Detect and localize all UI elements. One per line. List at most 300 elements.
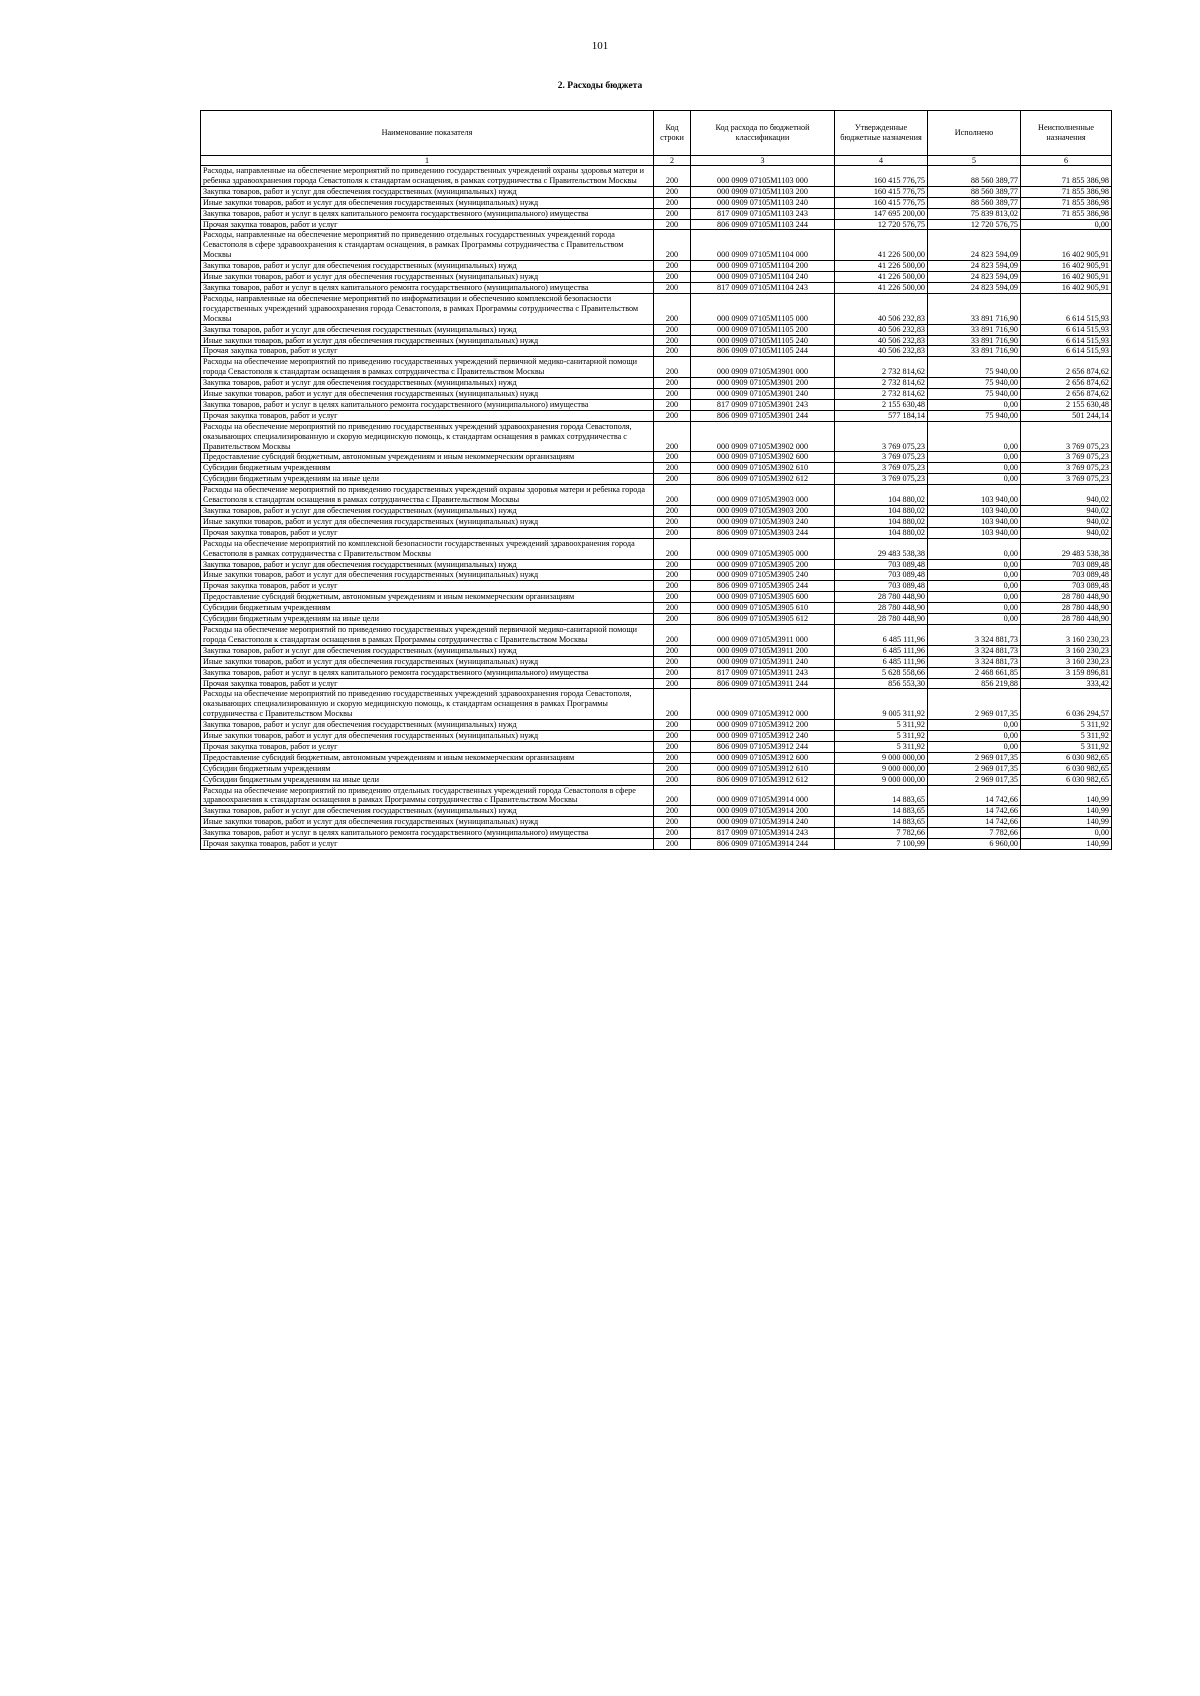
row-name-cell: Прочая закупка товаров, работ и услуг	[201, 678, 654, 689]
row-executed-cell: 3 324 881,73	[928, 656, 1021, 667]
row-line-code-cell: 200	[654, 463, 691, 474]
table-row	[201, 720, 1112, 731]
row-approved-cell: 856 553,30	[835, 678, 928, 689]
table-row	[201, 166, 1112, 187]
row-executed-cell: 3 324 881,73	[928, 624, 1021, 645]
row-approved-cell: 3 769 075,23	[835, 463, 928, 474]
row-approved-cell: 2 732 814,62	[835, 378, 928, 389]
row-expense-code-cell: 000 0909 07105М1103 240	[691, 197, 835, 208]
row-unexecuted-cell: 140,99	[1021, 817, 1112, 828]
row-unexecuted-cell: 140,99	[1021, 839, 1112, 850]
row-approved-cell: 6 485 111,96	[835, 624, 928, 645]
row-executed-cell: 0,00	[928, 463, 1021, 474]
row-line-code-cell: 200	[654, 485, 691, 506]
row-unexecuted-cell: 2 656 874,62	[1021, 389, 1112, 400]
table-row	[201, 324, 1112, 335]
row-line-code-cell: 200	[654, 166, 691, 187]
row-name-cell: Предоставление субсидий бюджетным, автономным учреждениям и иным некоммерческим организациям	[201, 592, 654, 603]
row-executed-cell: 33 891 716,90	[928, 335, 1021, 346]
row-executed-cell: 75 940,00	[928, 410, 1021, 421]
row-line-code-cell: 200	[654, 731, 691, 742]
column-header-line-code: Код строки	[654, 111, 691, 156]
row-executed-cell: 103 940,00	[928, 527, 1021, 538]
row-expense-code-cell: 000 0909 07105М3911 240	[691, 656, 835, 667]
row-name-cell: Закупка товаров, работ и услуг в целях капитального ремонта государственного (муниципального) имущества	[201, 282, 654, 293]
row-executed-cell: 75 940,00	[928, 389, 1021, 400]
row-unexecuted-cell: 3 160 230,23	[1021, 656, 1112, 667]
row-executed-cell: 0,00	[928, 421, 1021, 452]
table-row	[201, 603, 1112, 614]
column-number-row	[201, 156, 1112, 166]
row-approved-cell: 14 883,65	[835, 785, 928, 806]
row-name-cell: Иные закупки товаров, работ и услуг для обеспечения государственных (муниципальных) нужд	[201, 731, 654, 742]
row-name-cell: Прочая закупка товаров, работ и услуг	[201, 219, 654, 230]
row-line-code-cell: 200	[654, 346, 691, 357]
row-executed-cell: 75 839 813,02	[928, 208, 1021, 219]
row-line-code-cell: 200	[654, 581, 691, 592]
row-name-cell: Закупка товаров, работ и услуг в целях капитального ремонта государственного (муниципального) имущества	[201, 828, 654, 839]
row-line-code-cell: 200	[654, 261, 691, 272]
row-line-code-cell: 200	[654, 720, 691, 731]
row-unexecuted-cell: 5 311,92	[1021, 720, 1112, 731]
row-expense-code-cell: 000 0909 07105М3903 200	[691, 506, 835, 517]
row-name-cell: Расходы на обеспечение мероприятий по приведению государственных учреждений здравоохранения города Севастополя, оказывающих специализированную и скорую медицинскую помощь, к стандартам оснащения в рамках сотрудничества с Правительством Москвы	[201, 421, 654, 452]
row-unexecuted-cell: 703 089,48	[1021, 570, 1112, 581]
row-unexecuted-cell: 16 402 905,91	[1021, 272, 1112, 283]
row-expense-code-cell: 000 0909 07105М3902 000	[691, 421, 835, 452]
row-line-code-cell: 200	[654, 197, 691, 208]
table-row	[201, 219, 1112, 230]
row-name-cell: Расходы на обеспечение мероприятий по приведению отдельных государственных учреждений города Севастополя в сфере здравоохранения к стандартам оснащения в рамках Программы сотрудничества с Правительством Москвы	[201, 785, 654, 806]
row-approved-cell: 147 695 200,00	[835, 208, 928, 219]
row-line-code-cell: 200	[654, 624, 691, 645]
table-row	[201, 559, 1112, 570]
row-line-code-cell: 200	[654, 752, 691, 763]
row-approved-cell: 2 155 630,48	[835, 399, 928, 410]
row-expense-code-cell: 000 0909 07105М1104 000	[691, 230, 835, 261]
row-approved-cell: 3 769 075,23	[835, 474, 928, 485]
table-row	[201, 230, 1112, 261]
row-line-code-cell: 200	[654, 763, 691, 774]
row-unexecuted-cell: 6 614 515,93	[1021, 324, 1112, 335]
row-name-cell: Расходы на обеспечение мероприятий по приведению государственных учреждений здравоохранения города Севастополя, оказывающих специализированную и скорую медицинскую помощь, к стандартам оснащения в рамках Программы сотрудничества с Правительством Москвы	[201, 689, 654, 720]
table-row	[201, 785, 1112, 806]
table-row	[201, 186, 1112, 197]
row-name-cell: Субсидии бюджетным учреждениям на иные цели	[201, 774, 654, 785]
row-approved-cell: 5 311,92	[835, 731, 928, 742]
row-executed-cell: 2 468 661,85	[928, 667, 1021, 678]
row-line-code-cell: 200	[654, 592, 691, 603]
row-approved-cell: 5 311,92	[835, 741, 928, 752]
row-expense-code-cell: 806 0909 07105М3905 612	[691, 614, 835, 625]
row-approved-cell: 160 415 776,75	[835, 186, 928, 197]
column-header-approved: Утвержденные бюджетные назначения	[835, 111, 928, 156]
column-number: 2	[654, 156, 691, 166]
row-unexecuted-cell: 2 656 874,62	[1021, 357, 1112, 378]
table-row	[201, 516, 1112, 527]
row-executed-cell: 0,00	[928, 538, 1021, 559]
row-approved-cell: 41 226 500,00	[835, 261, 928, 272]
row-unexecuted-cell: 501 244,14	[1021, 410, 1112, 421]
row-line-code-cell: 200	[654, 389, 691, 400]
table-row	[201, 624, 1112, 645]
row-name-cell: Прочая закупка товаров, работ и услуг	[201, 346, 654, 357]
table-row	[201, 538, 1112, 559]
row-executed-cell: 0,00	[928, 603, 1021, 614]
row-line-code-cell: 200	[654, 614, 691, 625]
row-line-code-cell: 200	[654, 839, 691, 850]
row-executed-cell: 24 823 594,09	[928, 272, 1021, 283]
row-approved-cell: 5 311,92	[835, 720, 928, 731]
row-executed-cell: 0,00	[928, 614, 1021, 625]
table-row	[201, 474, 1112, 485]
row-unexecuted-cell: 2 656 874,62	[1021, 378, 1112, 389]
row-approved-cell: 104 880,02	[835, 485, 928, 506]
row-executed-cell: 0,00	[928, 741, 1021, 752]
row-approved-cell: 28 780 448,90	[835, 603, 928, 614]
row-executed-cell: 103 940,00	[928, 485, 1021, 506]
row-expense-code-cell: 000 0909 07105М1105 200	[691, 324, 835, 335]
row-line-code-cell: 200	[654, 678, 691, 689]
table-row	[201, 357, 1112, 378]
row-executed-cell: 2 969 017,35	[928, 774, 1021, 785]
row-expense-code-cell: 806 0909 07105М1105 244	[691, 346, 835, 357]
table-row	[201, 774, 1112, 785]
row-executed-cell: 75 940,00	[928, 378, 1021, 389]
table-row	[201, 741, 1112, 752]
row-name-cell: Прочая закупка товаров, работ и услуг	[201, 581, 654, 592]
row-unexecuted-cell: 71 855 386,98	[1021, 208, 1112, 219]
row-line-code-cell: 200	[654, 452, 691, 463]
row-approved-cell: 104 880,02	[835, 527, 928, 538]
row-executed-cell: 856 219,88	[928, 678, 1021, 689]
row-executed-cell: 3 324 881,73	[928, 645, 1021, 656]
row-approved-cell: 41 226 500,00	[835, 282, 928, 293]
row-expense-code-cell: 000 0909 07105М1103 000	[691, 166, 835, 187]
row-approved-cell: 703 089,48	[835, 559, 928, 570]
row-line-code-cell: 200	[654, 741, 691, 752]
row-name-cell: Иные закупки товаров, работ и услуг для обеспечения государственных (муниципальных) нужд	[201, 389, 654, 400]
table-row	[201, 399, 1112, 410]
row-executed-cell: 33 891 716,90	[928, 324, 1021, 335]
row-expense-code-cell: 000 0909 07105М3905 610	[691, 603, 835, 614]
row-expense-code-cell: 000 0909 07105М1105 240	[691, 335, 835, 346]
row-name-cell: Закупка товаров, работ и услуг для обеспечения государственных (муниципальных) нужд	[201, 378, 654, 389]
table-row	[201, 463, 1112, 474]
row-executed-cell: 103 940,00	[928, 516, 1021, 527]
row-line-code-cell: 200	[654, 272, 691, 283]
row-unexecuted-cell: 3 769 075,23	[1021, 474, 1112, 485]
row-unexecuted-cell: 2 155 630,48	[1021, 399, 1112, 410]
row-approved-cell: 9 000 000,00	[835, 763, 928, 774]
row-unexecuted-cell: 5 311,92	[1021, 741, 1112, 752]
row-expense-code-cell: 000 0909 07105М3914 000	[691, 785, 835, 806]
row-approved-cell: 9 000 000,00	[835, 752, 928, 763]
table-row	[201, 592, 1112, 603]
row-expense-code-cell: 817 0909 07105М3911 243	[691, 667, 835, 678]
table-row	[201, 817, 1112, 828]
row-line-code-cell: 200	[654, 656, 691, 667]
column-number: 6	[1021, 156, 1112, 166]
row-expense-code-cell: 806 0909 07105М3905 244	[691, 581, 835, 592]
table-row	[201, 346, 1112, 357]
row-unexecuted-cell: 16 402 905,91	[1021, 282, 1112, 293]
row-unexecuted-cell: 3 159 896,81	[1021, 667, 1112, 678]
table-row	[201, 839, 1112, 850]
row-executed-cell: 6 960,00	[928, 839, 1021, 850]
row-line-code-cell: 200	[654, 474, 691, 485]
row-approved-cell: 104 880,02	[835, 506, 928, 517]
row-name-cell: Предоставление субсидий бюджетным, автономным учреждениям и иным некоммерческим организациям	[201, 752, 654, 763]
row-expense-code-cell: 817 0909 07105М3901 243	[691, 399, 835, 410]
row-name-cell: Закупка товаров, работ и услуг для обеспечения государственных (муниципальных) нужд	[201, 186, 654, 197]
row-expense-code-cell: 000 0909 07105М3902 610	[691, 463, 835, 474]
row-executed-cell: 0,00	[928, 474, 1021, 485]
section-title: 2. Расходы бюджета	[557, 81, 643, 91]
row-unexecuted-cell: 6 036 294,57	[1021, 689, 1112, 720]
row-name-cell: Субсидии бюджетным учреждениям	[201, 603, 654, 614]
row-unexecuted-cell: 140,99	[1021, 785, 1112, 806]
row-name-cell: Расходы, направленные на обеспечение мероприятий по информатизации и обеспечению комплексной безопасности государственных учреждений здравоохранения города Севастополя, в рамках Программы сотрудничества с Правительством Москвы	[201, 293, 654, 324]
row-approved-cell: 6 485 111,96	[835, 645, 928, 656]
row-line-code-cell: 200	[654, 570, 691, 581]
row-unexecuted-cell: 3 769 075,23	[1021, 452, 1112, 463]
row-name-cell: Закупка товаров, работ и услуг в целях капитального ремонта государственного (муниципального) имущества	[201, 208, 654, 219]
row-name-cell: Субсидии бюджетным учреждениям	[201, 463, 654, 474]
row-unexecuted-cell: 28 780 448,90	[1021, 603, 1112, 614]
row-unexecuted-cell: 333,42	[1021, 678, 1112, 689]
row-approved-cell: 40 506 232,83	[835, 335, 928, 346]
row-unexecuted-cell: 6 030 982,65	[1021, 774, 1112, 785]
row-expense-code-cell: 000 0909 07105М3912 200	[691, 720, 835, 731]
row-expense-code-cell: 000 0909 07105М3903 240	[691, 516, 835, 527]
row-line-code-cell: 200	[654, 282, 691, 293]
row-expense-code-cell: 806 0909 07105М3902 612	[691, 474, 835, 485]
row-name-cell: Предоставление субсидий бюджетным, автономным учреждениям и иным некоммерческим организациям	[201, 452, 654, 463]
row-name-cell: Закупка товаров, работ и услуг в целях капитального ремонта государственного (муниципального) имущества	[201, 667, 654, 678]
row-name-cell: Иные закупки товаров, работ и услуг для обеспечения государственных (муниципальных) нужд	[201, 335, 654, 346]
row-name-cell: Иные закупки товаров, работ и услуг для обеспечения государственных (муниципальных) нужд	[201, 817, 654, 828]
table-row	[201, 828, 1112, 839]
row-line-code-cell: 200	[654, 667, 691, 678]
row-expense-code-cell: 000 0909 07105М3911 200	[691, 645, 835, 656]
row-line-code-cell: 200	[654, 208, 691, 219]
table-row	[201, 752, 1112, 763]
row-line-code-cell: 200	[654, 527, 691, 538]
row-approved-cell: 3 769 075,23	[835, 421, 928, 452]
row-executed-cell: 88 560 389,77	[928, 186, 1021, 197]
row-approved-cell: 577 184,14	[835, 410, 928, 421]
row-executed-cell: 7 782,66	[928, 828, 1021, 839]
row-unexecuted-cell: 16 402 905,91	[1021, 230, 1112, 261]
table-row	[201, 689, 1112, 720]
row-executed-cell: 0,00	[928, 581, 1021, 592]
column-number: 3	[691, 156, 835, 166]
row-unexecuted-cell: 3 160 230,23	[1021, 645, 1112, 656]
row-name-cell: Закупка товаров, работ и услуг для обеспечения государственных (муниципальных) нужд	[201, 324, 654, 335]
row-approved-cell: 2 732 814,62	[835, 389, 928, 400]
row-expense-code-cell: 806 0909 07105М3914 244	[691, 839, 835, 850]
row-executed-cell: 24 823 594,09	[928, 230, 1021, 261]
row-unexecuted-cell: 5 311,92	[1021, 731, 1112, 742]
row-unexecuted-cell: 0,00	[1021, 219, 1112, 230]
table-row	[201, 645, 1112, 656]
row-name-cell: Иные закупки товаров, работ и услуг для обеспечения государственных (муниципальных) нужд	[201, 516, 654, 527]
row-line-code-cell: 200	[654, 293, 691, 324]
row-approved-cell: 2 732 814,62	[835, 357, 928, 378]
row-executed-cell: 88 560 389,77	[928, 197, 1021, 208]
table-row	[201, 282, 1112, 293]
column-header-expense-code: Код расхода по бюджетной классификации	[691, 111, 835, 156]
row-approved-cell: 28 780 448,90	[835, 592, 928, 603]
table-row	[201, 656, 1112, 667]
row-expense-code-cell: 000 0909 07105М3901 240	[691, 389, 835, 400]
row-executed-cell: 24 823 594,09	[928, 282, 1021, 293]
row-executed-cell: 0,00	[928, 570, 1021, 581]
row-name-cell: Прочая закупка товаров, работ и услуг	[201, 741, 654, 752]
row-unexecuted-cell: 940,02	[1021, 485, 1112, 506]
row-approved-cell: 40 506 232,83	[835, 293, 928, 324]
row-expense-code-cell: 817 0909 07105М1104 243	[691, 282, 835, 293]
row-line-code-cell: 200	[654, 357, 691, 378]
row-expense-code-cell: 817 0909 07105М1103 243	[691, 208, 835, 219]
row-unexecuted-cell: 28 780 448,90	[1021, 592, 1112, 603]
row-expense-code-cell: 817 0909 07105М3914 243	[691, 828, 835, 839]
table-row	[201, 614, 1112, 625]
column-header-unexecuted: Неисполненные назначения	[1021, 111, 1112, 156]
row-executed-cell: 24 823 594,09	[928, 261, 1021, 272]
row-expense-code-cell: 000 0909 07105М3905 000	[691, 538, 835, 559]
row-name-cell: Прочая закупка товаров, работ и услуг	[201, 839, 654, 850]
row-expense-code-cell: 000 0909 07105М1103 200	[691, 186, 835, 197]
row-unexecuted-cell: 6 614 515,93	[1021, 293, 1112, 324]
row-expense-code-cell: 000 0909 07105М3905 240	[691, 570, 835, 581]
row-unexecuted-cell: 3 769 075,23	[1021, 421, 1112, 452]
table-row	[201, 293, 1112, 324]
row-executed-cell: 33 891 716,90	[928, 346, 1021, 357]
row-expense-code-cell: 000 0909 07105М3912 610	[691, 763, 835, 774]
row-line-code-cell: 200	[654, 410, 691, 421]
row-name-cell: Расходы на обеспечение мероприятий по приведению государственных учреждений охраны здоровья матери и ребенка города Севастополя к стандартам оснащения в рамках сотрудничества с Правительством Москвы	[201, 485, 654, 506]
row-expense-code-cell: 000 0909 07105М1104 200	[691, 261, 835, 272]
row-executed-cell: 0,00	[928, 720, 1021, 731]
table-row	[201, 261, 1112, 272]
row-unexecuted-cell: 16 402 905,91	[1021, 261, 1112, 272]
row-expense-code-cell: 806 0909 07105М1103 244	[691, 219, 835, 230]
row-expense-code-cell: 000 0909 07105М3901 200	[691, 378, 835, 389]
row-approved-cell: 104 880,02	[835, 516, 928, 527]
row-expense-code-cell: 000 0909 07105М1104 240	[691, 272, 835, 283]
row-approved-cell: 6 485 111,96	[835, 656, 928, 667]
row-line-code-cell: 200	[654, 506, 691, 517]
row-executed-cell: 2 969 017,35	[928, 763, 1021, 774]
row-unexecuted-cell: 0,00	[1021, 828, 1112, 839]
row-approved-cell: 160 415 776,75	[835, 166, 928, 187]
table-row	[201, 197, 1112, 208]
row-line-code-cell: 200	[654, 324, 691, 335]
row-name-cell: Закупка товаров, работ и услуг для обеспечения государственных (муниципальных) нужд	[201, 720, 654, 731]
row-unexecuted-cell: 6 614 515,93	[1021, 346, 1112, 357]
table-row	[201, 527, 1112, 538]
row-approved-cell: 41 226 500,00	[835, 230, 928, 261]
row-name-cell: Расходы на обеспечение мероприятий по приведению государственных учреждений первичной медико-санитарной помощи города Севастополя к стандартам оснащения в рамках сотрудничества с Правительством Москвы	[201, 357, 654, 378]
row-name-cell: Закупка товаров, работ и услуг для обеспечения государственных (муниципальных) нужд	[201, 559, 654, 570]
row-line-code-cell: 200	[654, 603, 691, 614]
table-row	[201, 506, 1112, 517]
row-executed-cell: 0,00	[928, 399, 1021, 410]
row-line-code-cell: 200	[654, 219, 691, 230]
table-row	[201, 806, 1112, 817]
row-name-cell: Иные закупки товаров, работ и услуг для обеспечения государственных (муниципальных) нужд	[201, 197, 654, 208]
row-approved-cell: 14 883,65	[835, 806, 928, 817]
row-name-cell: Иные закупки товаров, работ и услуг для обеспечения государственных (муниципальных) нужд	[201, 272, 654, 283]
table-row	[201, 421, 1112, 452]
row-expense-code-cell: 000 0909 07105М3901 000	[691, 357, 835, 378]
row-approved-cell: 40 506 232,83	[835, 324, 928, 335]
row-executed-cell: 14 742,66	[928, 806, 1021, 817]
table-row	[201, 335, 1112, 346]
row-line-code-cell: 200	[654, 817, 691, 828]
row-line-code-cell: 200	[654, 785, 691, 806]
row-executed-cell: 2 969 017,35	[928, 752, 1021, 763]
row-expense-code-cell: 806 0909 07105М3912 612	[691, 774, 835, 785]
row-name-cell: Субсидии бюджетным учреждениям на иные цели	[201, 474, 654, 485]
column-number: 4	[835, 156, 928, 166]
row-approved-cell: 41 226 500,00	[835, 272, 928, 283]
row-expense-code-cell: 000 0909 07105М1105 000	[691, 293, 835, 324]
row-unexecuted-cell: 71 855 386,98	[1021, 166, 1112, 187]
row-line-code-cell: 200	[654, 421, 691, 452]
row-expense-code-cell: 000 0909 07105М3903 000	[691, 485, 835, 506]
row-name-cell: Иные закупки товаров, работ и услуг для обеспечения государственных (муниципальных) нужд	[201, 570, 654, 581]
table-row	[201, 208, 1112, 219]
table-row	[201, 485, 1112, 506]
row-expense-code-cell: 806 0909 07105М3903 244	[691, 527, 835, 538]
row-name-cell: Расходы на обеспечение мероприятий по комплексной безопасности государственных учреждений здравоохранения города Севастополя в рамках сотрудничества с Правительством Москвы	[201, 538, 654, 559]
row-unexecuted-cell: 6 614 515,93	[1021, 335, 1112, 346]
row-expense-code-cell: 000 0909 07105М3905 600	[691, 592, 835, 603]
row-line-code-cell: 200	[654, 645, 691, 656]
row-line-code-cell: 200	[654, 774, 691, 785]
row-name-cell: Закупка товаров, работ и услуг для обеспечения государственных (муниципальных) нужд	[201, 645, 654, 656]
table-row	[201, 389, 1112, 400]
row-unexecuted-cell: 6 030 982,65	[1021, 752, 1112, 763]
row-unexecuted-cell: 703 089,48	[1021, 581, 1112, 592]
table-row	[201, 678, 1112, 689]
row-line-code-cell: 200	[654, 689, 691, 720]
row-executed-cell: 2 969 017,35	[928, 689, 1021, 720]
row-line-code-cell: 200	[654, 378, 691, 389]
row-unexecuted-cell: 940,02	[1021, 506, 1112, 517]
column-number: 1	[201, 156, 654, 166]
column-number: 5	[928, 156, 1021, 166]
row-line-code-cell: 200	[654, 399, 691, 410]
row-name-cell: Закупка товаров, работ и услуг для обеспечения государственных (муниципальных) нужд	[201, 261, 654, 272]
row-expense-code-cell: 000 0909 07105М3912 000	[691, 689, 835, 720]
row-approved-cell: 3 769 075,23	[835, 452, 928, 463]
row-unexecuted-cell: 703 089,48	[1021, 559, 1112, 570]
row-line-code-cell: 200	[654, 335, 691, 346]
row-expense-code-cell: 806 0909 07105М3901 244	[691, 410, 835, 421]
row-approved-cell: 7 782,66	[835, 828, 928, 839]
row-approved-cell: 9 000 000,00	[835, 774, 928, 785]
row-approved-cell: 28 780 448,90	[835, 614, 928, 625]
row-expense-code-cell: 000 0909 07105М3912 600	[691, 752, 835, 763]
row-expense-code-cell: 000 0909 07105М3905 200	[691, 559, 835, 570]
table-row	[201, 570, 1112, 581]
row-line-code-cell: 200	[654, 538, 691, 559]
column-header-name: Наименование показателя	[201, 111, 654, 156]
